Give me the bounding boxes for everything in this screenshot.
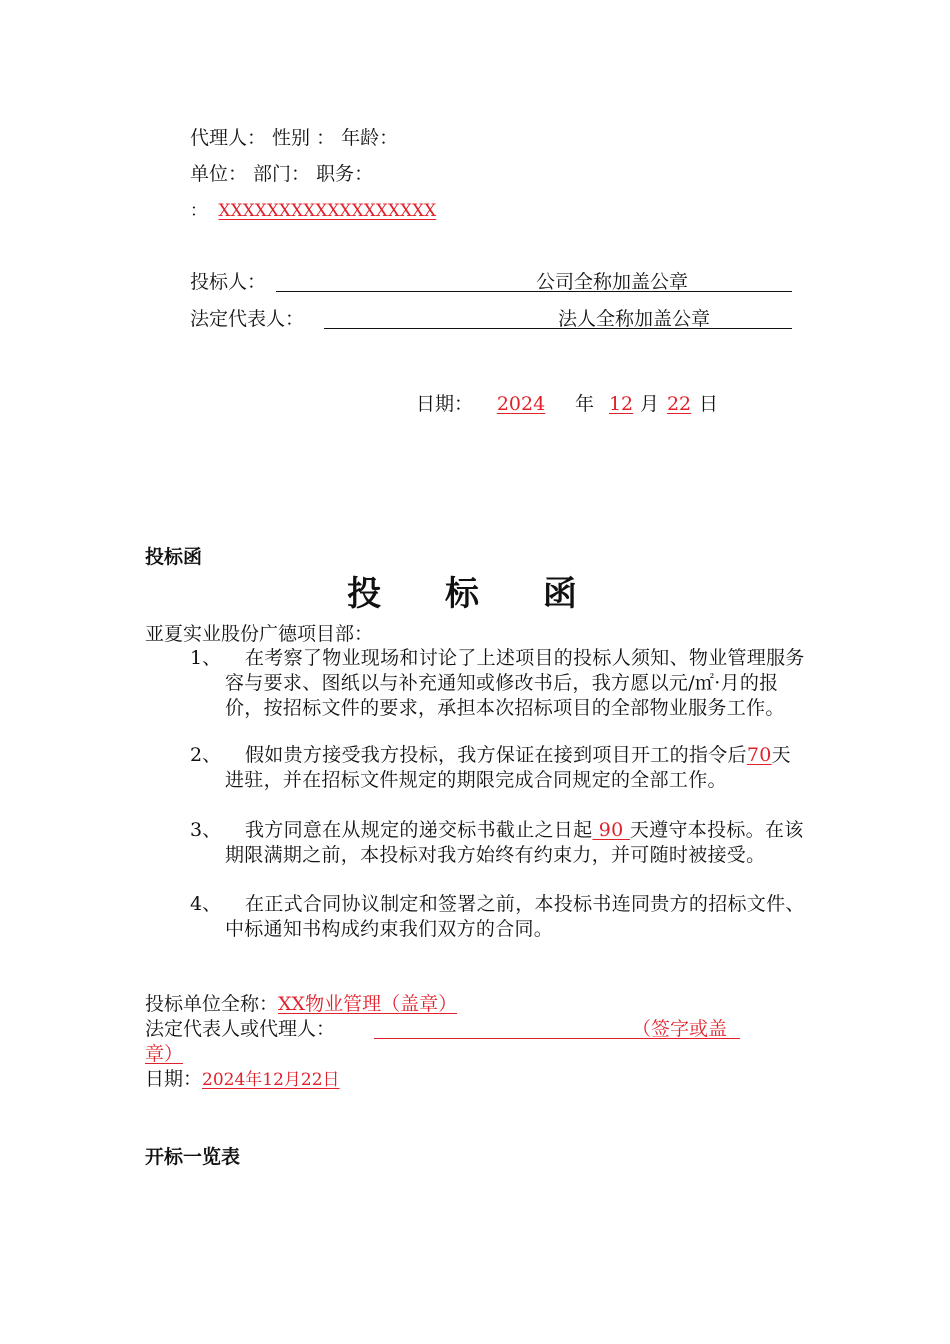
item-text-part: 天遵守本投标。在该期限满期之前，本投标对我方始终有约束力，并可随时被接受。 (225, 819, 804, 866)
list-item-text: 在正式合同协议制定和签署之前，本投标书连同贵方的招标文件、中标通知书构成约束我们双方的合同。 (225, 893, 805, 940)
bidder-label: 投标人： (190, 271, 267, 293)
list-item-text (225, 818, 810, 868)
letter-date-line (145, 1067, 362, 1092)
date-year-suffix: 年 (575, 393, 595, 415)
section-heading: 投标函 (145, 546, 203, 568)
list-item-number: 2、 (190, 744, 222, 766)
agent-code-value: XXXXXXXXXXXXXXXXXX (218, 201, 437, 221)
date-year: 2024 (496, 393, 546, 415)
list-item (0, 818, 950, 893)
letter-title: 投 标 函 (347, 574, 603, 614)
item-text-part: 我方同意在从规定的递交标书截止之日起 (245, 819, 593, 841)
item-highlight-days: 90 (592, 819, 630, 841)
list-item (0, 743, 950, 818)
legal-rep-value: 法人全称加盖公章 (558, 308, 711, 330)
bidder-value: 公司全称加盖公章 (536, 271, 689, 293)
list-item-text (225, 743, 810, 793)
letter-date-label: 日期： (145, 1068, 203, 1090)
date-day-suffix: 日 (699, 393, 719, 415)
agent-code-prefix: ： (190, 201, 207, 221)
list-item (0, 646, 950, 746)
bidder-underline (276, 291, 792, 292)
legal-rep-label: 法定代表人： (190, 308, 305, 330)
rep-value: （签字或盖 (632, 1018, 728, 1040)
rep-value-cont: 章） (145, 1043, 184, 1065)
list-item-number: 1、 (190, 647, 222, 669)
date-day: 22 (666, 393, 692, 415)
agent-code-line (190, 199, 436, 223)
unit-name-line (145, 992, 457, 1016)
date-label: 日期： (416, 393, 474, 415)
item-highlight-days: 70 (746, 744, 772, 766)
unit-name-label: 投标单位全称： (145, 993, 279, 1015)
list-item-number: 4、 (190, 893, 222, 915)
unit-name-value: XX物业管理（盖章） (278, 993, 458, 1015)
rep-label: 法定代表人或代理人： (145, 1018, 336, 1040)
list-item-number: 3、 (190, 819, 222, 841)
letter-addressee: 亚夏实业股份广德项目部： (145, 623, 374, 645)
list-item-text: 在考察了物业现场和讨论了上述项目的投标人须知、物业管理服务容与要求、图纸以与补充通知或修改书后，我方愿以元/㎡·月的报价，按招标文件的要求，承担本次招标项目的全部物业服务工作。 (225, 647, 805, 719)
agent-info-line: 代理人： 性别 ： 年龄： (190, 127, 399, 149)
date-month: 12 (608, 393, 634, 415)
item-text-part: 天进驻，并在招标文件规定的期限完成合同规定的全部工作。 (225, 744, 791, 791)
date-line (416, 392, 718, 416)
item-text-part: 假如贵方接受我方投标，我方保证在接到项目开工的指令后 (245, 744, 747, 766)
date-month-suffix: 月 (640, 393, 660, 415)
unit-info-line: 单位： 部门： 职务： (190, 163, 374, 185)
list-item (0, 892, 950, 942)
section-heading-opening-list: 开标一览表 (145, 1146, 241, 1168)
letter-date-value: 2024年12月22日 (202, 1070, 340, 1090)
